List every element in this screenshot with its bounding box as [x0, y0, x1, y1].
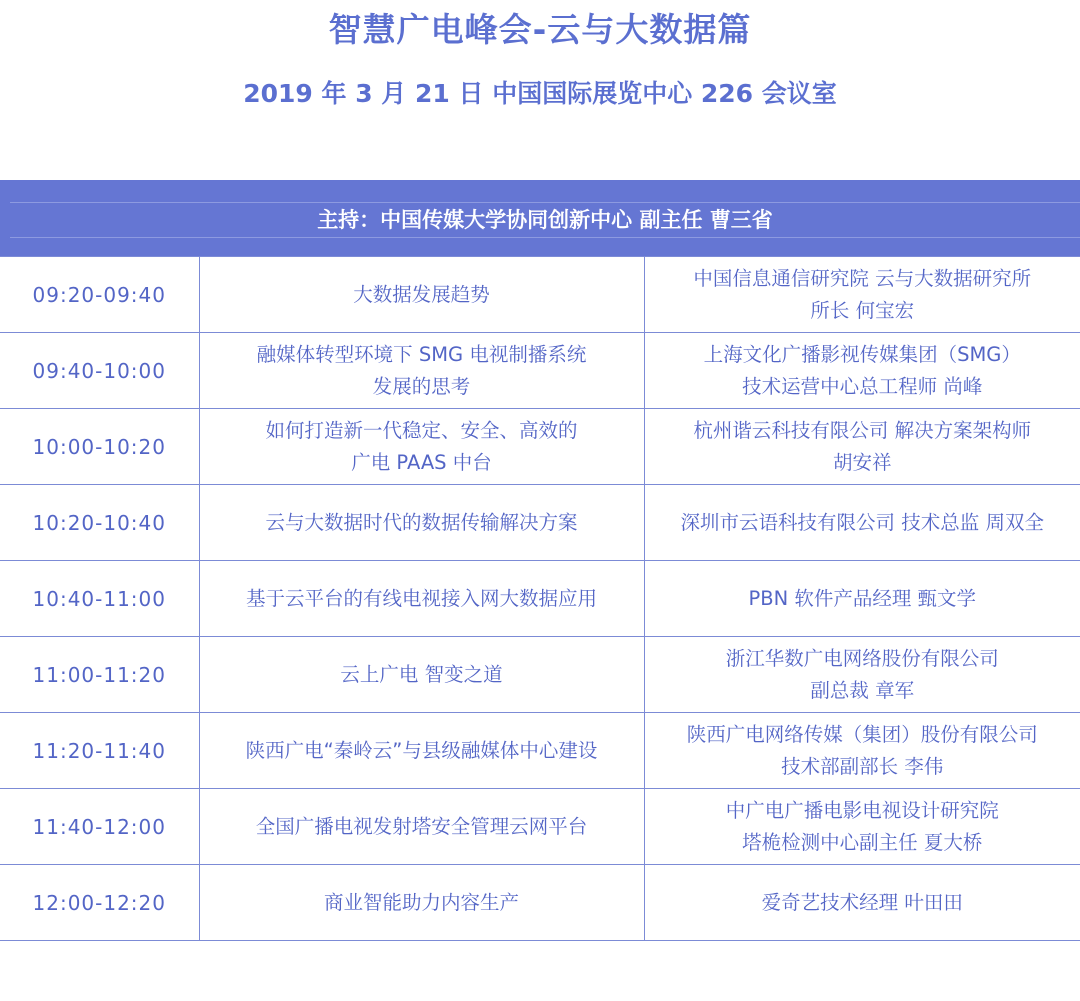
session-speaker-line: 陕西广电网络传媒（集团）股份有限公司: [686, 722, 1038, 746]
session-speaker-line: 所长 何宝宏: [810, 298, 915, 322]
table-row: [0, 485, 1080, 561]
session-topic: [199, 637, 644, 713]
session-time: 10:20-10:40: [0, 485, 199, 561]
session-speaker: [644, 485, 1080, 561]
session-topic-line: 如何打造新一代稳定、安全、高效的: [265, 418, 578, 442]
session-speaker: [644, 333, 1080, 409]
session-speaker-line: 塔桅检测中心副主任 夏大桥: [742, 830, 983, 854]
page-title: 智慧广电峰会-云与大数据篇: [328, 10, 752, 49]
host-text: 主持：中国传媒大学协同创新中心 副主任 曹三省: [10, 202, 1080, 238]
session-speaker: [644, 257, 1080, 333]
session-speaker: [644, 409, 1080, 485]
session-speaker-line: 副总裁 章军: [810, 678, 915, 702]
session-time: 10:00-10:20: [0, 409, 199, 485]
session-speaker: [644, 865, 1080, 941]
session-speaker-line: 杭州谐云科技有限公司 解决方案架构师: [693, 418, 1032, 442]
session-speaker-line: 中广电广播电影电视设计研究院: [725, 798, 999, 822]
session-topic-line: 陕西广电“秦岭云”与县级融媒体中心建设: [245, 738, 598, 762]
session-time: 09:20-09:40: [0, 257, 199, 333]
session-topic: [199, 409, 644, 485]
session-speaker: [644, 713, 1080, 789]
session-topic: [199, 257, 644, 333]
session-topic-line: 全国广播电视发射塔安全管理云网平台: [255, 814, 588, 838]
table-row: [0, 409, 1080, 485]
table-row: [0, 789, 1080, 865]
session-time: 09:40-10:00: [0, 333, 199, 409]
session-topic: [199, 561, 644, 637]
session-topic-line: 发展的思考: [372, 374, 471, 398]
table-row: [0, 637, 1080, 713]
event-date-venue: 2019 年 3 月 21 日 中国国际展览中心 226 会议室: [243, 79, 837, 108]
session-topic-line: 云上广电 智变之道: [340, 662, 503, 686]
session-speaker-line: 技术运营中心总工程师 尚峰: [742, 374, 983, 398]
session-speaker-line: 胡安祥: [832, 450, 892, 474]
session-speaker-line: 技术部副部长 李伟: [781, 754, 944, 778]
session-topic-line: 基于云平台的有线电视接入网大数据应用: [245, 586, 597, 610]
table-row: [0, 713, 1080, 789]
session-topic-line: 商业智能助力内容生产: [323, 890, 519, 914]
table-row: [0, 333, 1080, 409]
table-row: [0, 257, 1080, 333]
session-topic: [199, 333, 644, 409]
agenda-table-body: [0, 257, 1080, 941]
agenda-table: [0, 256, 1080, 941]
session-topic: [199, 485, 644, 561]
session-speaker: [644, 789, 1080, 865]
session-topic: [199, 789, 644, 865]
table-row: [0, 561, 1080, 637]
session-time: 12:00-12:20: [0, 865, 199, 941]
session-topic: [199, 713, 644, 789]
session-speaker-line: 中国信息通信研究院 云与大数据研究所: [693, 266, 1032, 290]
session-topic-line: 大数据发展趋势: [353, 282, 490, 306]
session-speaker-line: PBN 软件产品经理 甄文学: [748, 586, 977, 610]
session-topic-line: 云与大数据时代的数据传输解决方案: [265, 510, 578, 534]
session-time: 11:20-11:40: [0, 713, 199, 789]
table-row: [0, 865, 1080, 941]
session-speaker-line: 爱奇艺技术经理 叶田田: [761, 890, 963, 914]
session-speaker: [644, 561, 1080, 637]
session-speaker: [644, 637, 1080, 713]
session-topic: [199, 865, 644, 941]
session-speaker-line: 深圳市云语科技有限公司 技术总监 周双全: [680, 510, 1044, 534]
session-topic-line: 广电 PAAS 中台: [351, 450, 492, 474]
session-time: 11:40-12:00: [0, 789, 199, 865]
session-time: 10:40-11:00: [0, 561, 199, 637]
session-speaker-line: 上海文化广播影视传媒集团（SMG）: [703, 342, 1021, 366]
session-speaker-line: 浙江华数广电网络股份有限公司: [725, 646, 999, 670]
session-topic-line: 融媒体转型环境下 SMG 电视制播系统: [256, 342, 587, 366]
session-time: 11:00-11:20: [0, 637, 199, 713]
